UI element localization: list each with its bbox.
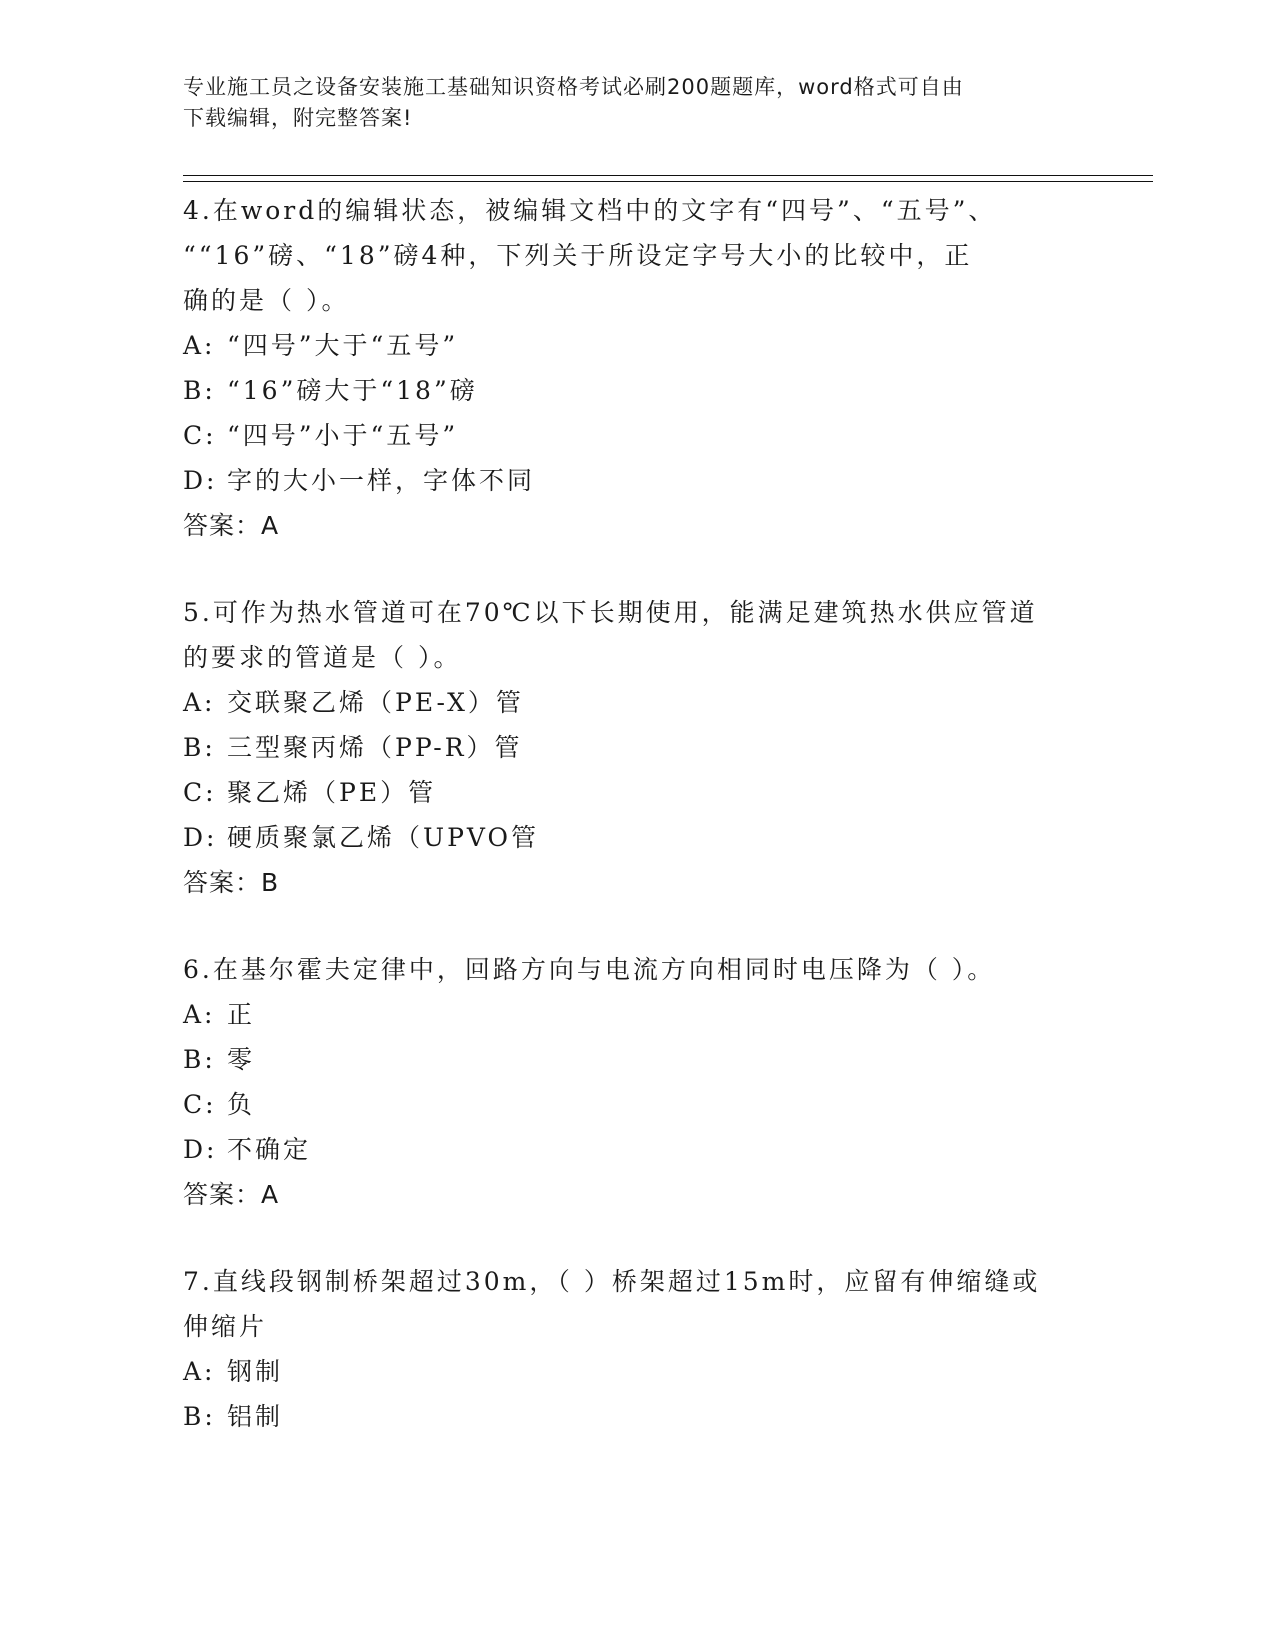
option-text: 负 — [227, 1090, 256, 1119]
question-stem-line: 确的是（ ）。 — [183, 286, 350, 315]
header-title-line-2: 下载编辑，附完整答案! — [183, 106, 413, 130]
question-stem-line: ““16”磅、“18”磅4种，下列关于所设定字号大小的比较中，正 — [183, 241, 973, 270]
question-6 — [183, 947, 1063, 1217]
option-text: 正 — [227, 1000, 256, 1029]
question-7 — [183, 1259, 1063, 1439]
question-stem-line: 4.在word的编辑状态，被编辑文档中的文字有“四号”、“五号”、 — [183, 196, 997, 225]
option-text: “四号”小于“五号” — [227, 421, 459, 450]
answer-line: 答案：A — [183, 511, 280, 540]
question-list — [183, 188, 1063, 1439]
option-text: 交联聚乙烯（PE-X）管 — [227, 688, 524, 717]
option-d — [183, 1127, 1063, 1172]
question-stem-line: 伸缩片 — [183, 1312, 268, 1341]
option-a — [183, 1349, 1063, 1394]
option-letter: A: — [183, 1000, 216, 1029]
question-stem-line: 5.可作为热水管道可在70℃以下长期使用，能满足建筑热水供应管道 — [183, 598, 1038, 627]
header-divider-bottom — [183, 181, 1153, 182]
question-5 — [183, 590, 1063, 905]
option-letter: D: — [183, 1135, 218, 1164]
option-text: 不确定 — [227, 1135, 312, 1164]
option-d — [183, 458, 1063, 503]
option-letter: B: — [183, 733, 216, 762]
option-letter: B: — [183, 376, 216, 405]
document-header — [183, 72, 1063, 134]
option-letter: A: — [183, 688, 216, 717]
option-text: 铝制 — [227, 1402, 284, 1431]
option-text: 钢制 — [227, 1357, 284, 1386]
question-stem-line: 6.在基尔霍夫定律中，回路方向与电流方向相同时电压降为（ ）。 — [183, 955, 996, 984]
option-d — [183, 815, 1063, 860]
answer-line: 答案：A — [183, 1180, 280, 1209]
question-stem-line: 的要求的管道是（ ）。 — [183, 643, 462, 672]
option-b — [183, 1037, 1063, 1082]
option-b — [183, 368, 1063, 413]
option-c — [183, 770, 1063, 815]
question-4 — [183, 188, 1063, 548]
option-c — [183, 413, 1063, 458]
question-spacer — [183, 905, 1063, 947]
option-letter: B: — [183, 1402, 216, 1431]
option-a — [183, 680, 1063, 725]
question-spacer — [183, 1217, 1063, 1259]
option-text: 字的大小一样，字体不同 — [227, 466, 536, 495]
option-letter: D: — [183, 823, 218, 852]
option-text: 硬质聚氯乙烯（UPVO管 — [227, 823, 540, 852]
option-b — [183, 725, 1063, 770]
option-letter: C: — [183, 1090, 217, 1119]
option-letter: C: — [183, 778, 217, 807]
header-divider-top — [183, 175, 1153, 176]
option-letter: A: — [183, 331, 216, 360]
option-text: 零 — [227, 1045, 256, 1074]
option-text: “四号”大于“五号” — [227, 331, 459, 360]
option-a — [183, 323, 1063, 368]
option-letter: C: — [183, 421, 217, 450]
option-a — [183, 992, 1063, 1037]
header-title-line-1: 专业施工员之设备安装施工基础知识资格考试必刷200题题库，word格式可自由 — [183, 75, 964, 99]
option-letter: D: — [183, 466, 218, 495]
option-c — [183, 1082, 1063, 1127]
answer-line: 答案：B — [183, 868, 280, 897]
question-stem-line: 7.直线段钢制桥架超过30m，（ ）桥架超过15m时，应留有伸缩缝或 — [183, 1267, 1041, 1296]
option-letter: A: — [183, 1357, 216, 1386]
question-spacer — [183, 548, 1063, 590]
option-text: 三型聚丙烯（PP-R）管 — [227, 733, 523, 762]
option-text: 聚乙烯（PE）管 — [227, 778, 437, 807]
option-letter: B: — [183, 1045, 216, 1074]
option-b — [183, 1394, 1063, 1439]
option-text: “16”磅大于“18”磅 — [227, 376, 478, 405]
